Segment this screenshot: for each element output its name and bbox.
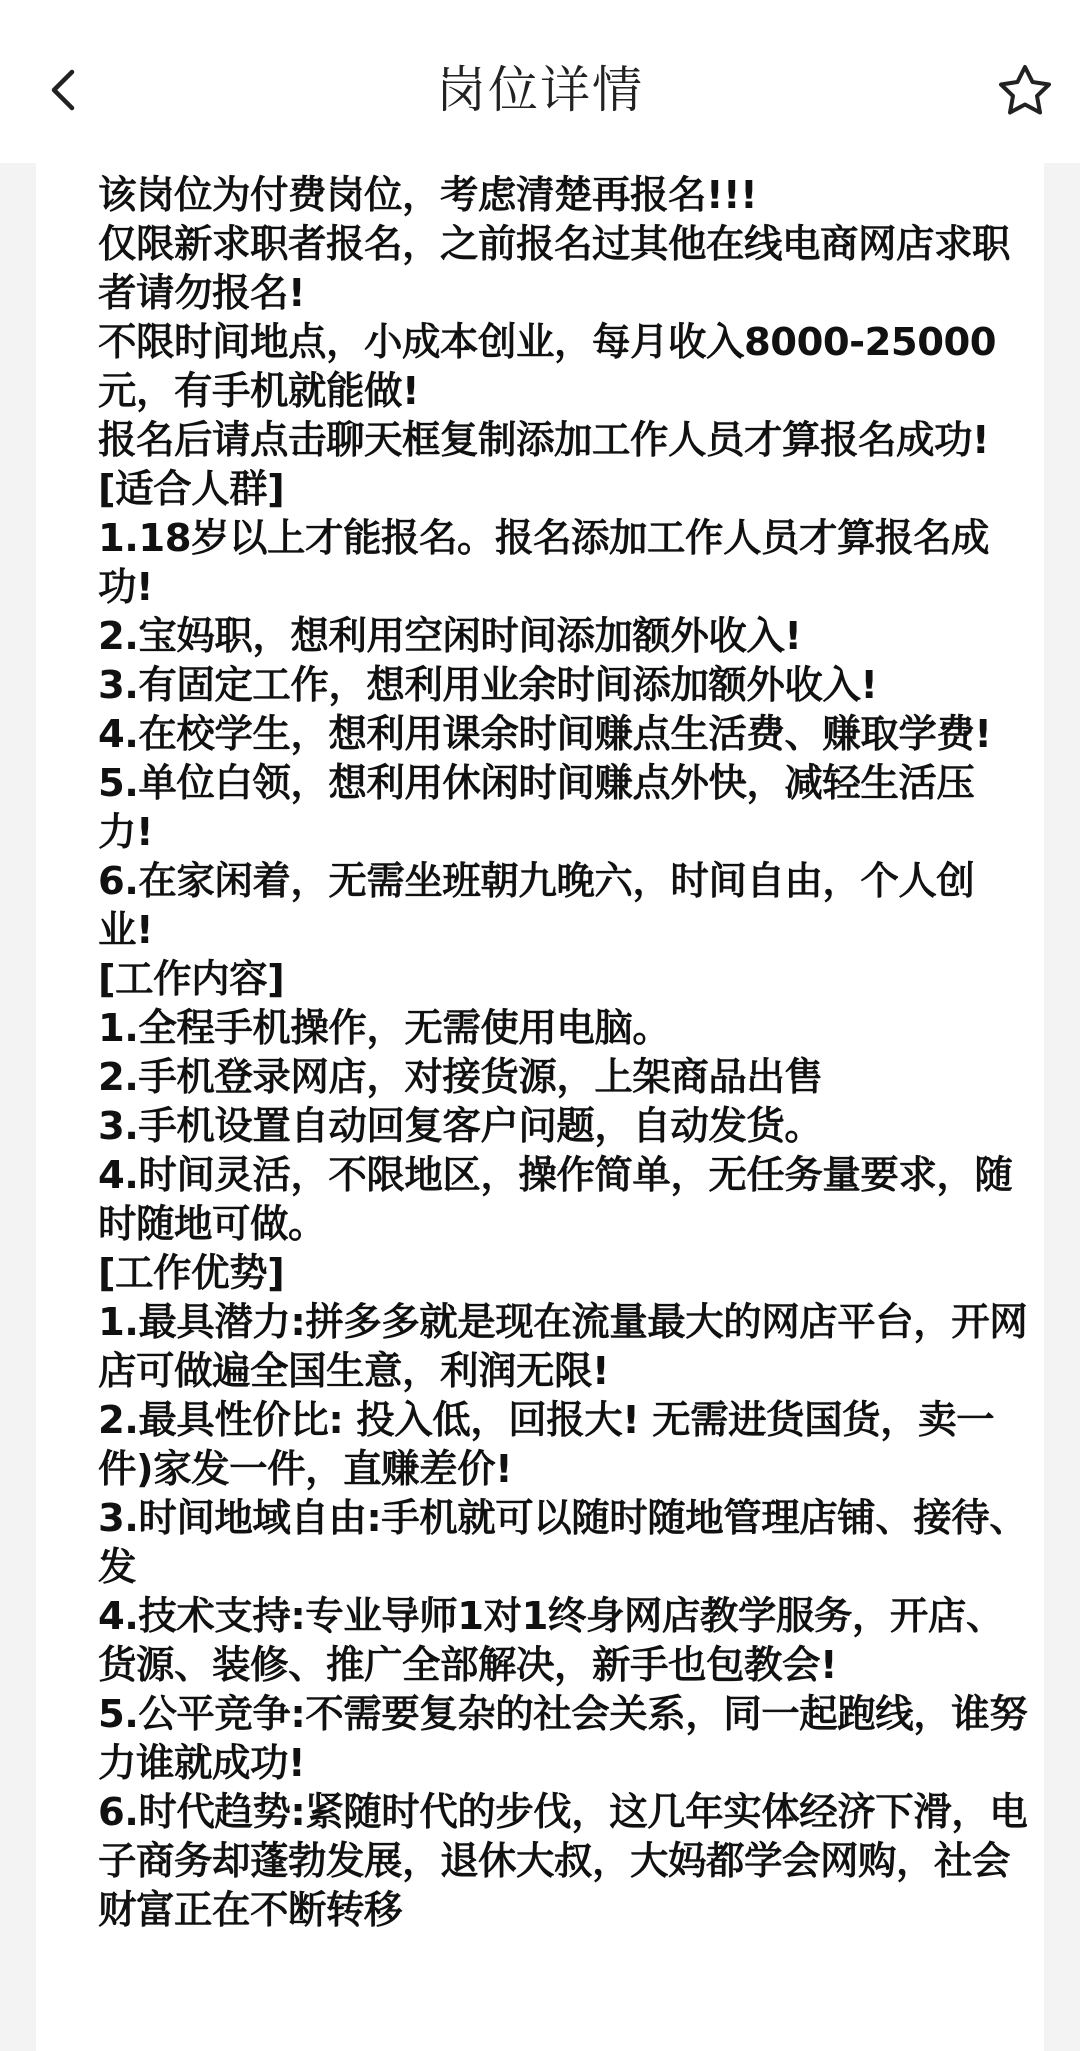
right-gutter <box>1044 163 1080 2051</box>
top-nav-bar <box>0 0 1080 163</box>
job-detail-card <box>36 163 1044 2051</box>
job-description-text: 该岗位为付费岗位，考虑清楚再报名!!! 仅限新求职者报名，之前报名过其他在线电商网店求职者请勿报名! 不限时间地点，小成本创业，每月收入8000-25000元，有手机就能做! 报名后请点击聊天框复制添加工作人员才算报名成功! [适合人群] 1.18岁以上才能报名。报名添加工作人员才算报名成功! 2.宝妈职，想利用空闲时间添加额外收入! 3.有固定工作，想利用业余时间添加额外收入! 4.在校学生，想利用课余时间赚点生活费、赚取学费! 5.单位白领，想利用休闲时间赚点外快，减轻生活压力! 6.在家闲着，无需坐班朝九晚六，时间自由，个人创业! [工作内容] 1.全程手机操作，无需使用电脑。 2.手机登录网店，对接货源，上架商品出售 3.手机设置自动回复客户问题，自动发货。 4.时间灵活，不限地区，操作简单，无任务量要求，随时随地可做。 [工作优势] 1.最具潜力:拼多多就是现在流量最大的网店平台，开网店可做遍全国生意，利润无限! 2.最具性价比: 投入低，回报大! 无需进货国货，卖一件)家发一件，直赚差价! 3.时间地域自由:手机就可以随时随地管理店铺、接待、发 4.技术支持:专业导师1对1终身网店教学服务，开店、货源、装修、推广全部解决，新手也包教会! 5.公平竞争:不需要复杂的社会关系，同一起跑线，谁努力谁就成功! 6.时代趋势:紧随时代的步伐，这几年实体经济下滑，电子商务却蓬勃发展，退休大叔，大妈都学会网购，社会财富正在不断转移 <box>98 173 1028 1933</box>
page-title: 岗位详情 <box>436 61 644 119</box>
star-outline-icon <box>996 62 1054 120</box>
favorite-button[interactable] <box>992 58 1058 124</box>
left-gutter <box>0 163 36 2051</box>
